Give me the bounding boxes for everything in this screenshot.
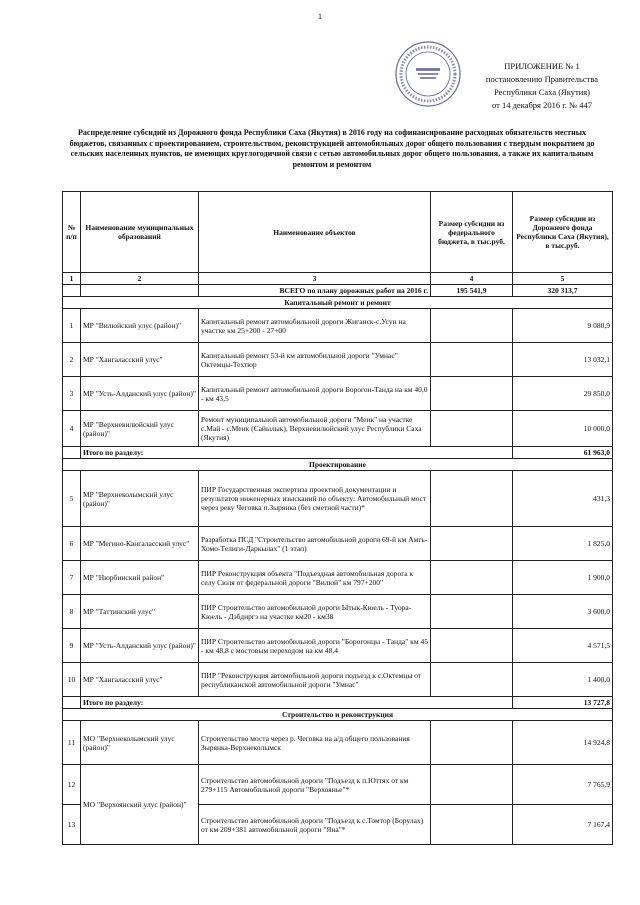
- table-row: [63, 595, 613, 629]
- row-object: ПИР Реконструкция объекта "Подъездная автомобильная дорога к селу Сюля от федеральной дороги "Вилюй" км 797+200": [199, 561, 431, 595]
- column-index: 4: [431, 273, 513, 285]
- table-row: [63, 527, 613, 561]
- column-index: 5: [513, 273, 613, 285]
- row-municipality: МО "Верхоянский улус (район)": [81, 765, 199, 845]
- row-object: Разработка ПСД "Строительство автомобильной дороги 69-й км Амгь-Хомо-Телиги-Даркылах" (1 этап): [199, 527, 431, 561]
- row-num: 5: [63, 471, 81, 527]
- row-federal: [431, 309, 513, 343]
- row-num: 3: [63, 377, 81, 411]
- row-road-fund: 7 765,9: [513, 765, 613, 805]
- column-index: 1: [63, 273, 81, 285]
- row-object: Капитальный ремонт 53-й км автомобильной дороги "Умнас" Октемцы-Техтюр: [199, 343, 431, 377]
- row-road-fund: 1 825,0: [513, 527, 613, 561]
- row-object: ПИР Строительство автомобильной дороги Ытык-Кюель - Туора-Кюель - Дэбдиргэ на участке км20 - км38: [199, 595, 431, 629]
- row-municipality: МР "Верхневилюйский улус (район)": [81, 411, 199, 447]
- document-title: Распределение субсидий из Дорожного фонда Республики Саха (Якутия) в 2016 году на софинансирование расходных обязательств местных бюджетов, связанных с проектированием, строительством, реконструкцией автомобильных дорог общего пользования с твердым покрытием до сельских населенных пунктов, не имеющих круглогодичной связи с сетью автомобильных дорог общего пользования, а также их капитальным ремонтом и ремонтом: [69, 128, 595, 169]
- subtotal-row: [63, 697, 613, 709]
- grand-total-row: [63, 285, 613, 297]
- row-federal: [431, 411, 513, 447]
- column-index: 2: [81, 273, 199, 285]
- row-num: 12: [63, 765, 81, 805]
- appendix-title: ПРИЛОЖЕНИЕ № 1: [504, 61, 580, 71]
- table-row: [63, 629, 613, 663]
- row-num: 13: [63, 805, 81, 845]
- row-object: Строительство моста через р. Чеговка на а/д общего пользования Зырянка-Верхнеколымск: [199, 721, 431, 765]
- row-object: ПИР Государственная экспертиза проектной документации и результатов инженерных изысканий по объекту: Автомобильный мост через реку Чеговка п.Зырянка (без сметной части)*: [199, 471, 431, 527]
- row-road-fund: 1 400,0: [513, 663, 613, 697]
- row-road-fund: 29 850,0: [513, 377, 613, 411]
- row-federal: [431, 377, 513, 411]
- row-object: Капитальный ремонт автомобильной дороги Жиганск-с.Усун на участке км 25+200 - 27+00: [199, 309, 431, 343]
- row-municipality: МР "Таттинский улус": [81, 595, 199, 629]
- section-title: Проектирование: [63, 459, 613, 471]
- subtotal-road-fund: 61 963,0: [513, 447, 613, 459]
- row-municipality: МР "Верхнеколымский улус (район)": [81, 471, 199, 527]
- row-federal: [431, 343, 513, 377]
- table-header-row: [63, 192, 613, 273]
- row-road-fund: 1 900,0: [513, 561, 613, 595]
- table-row: [63, 721, 613, 765]
- row-federal: [431, 595, 513, 629]
- appendix-block: [462, 60, 622, 112]
- row-federal: [431, 805, 513, 845]
- row-federal: [431, 561, 513, 595]
- row-municipality: МР "Усть-Алданский улус (район)": [81, 377, 199, 411]
- subtotal-label: Итого по разделу:: [81, 697, 513, 709]
- row-object: Ремонт муниципальной автомобильной дороги "Меик" на участке с.Май - с.Меик (Сайылык), Верхневилюйский улус Республики Саха (Якутия): [199, 411, 431, 447]
- row-municipality: МР "Мегино-Кангаласский улус": [81, 527, 199, 561]
- table-row: [63, 411, 613, 447]
- row-object: ПИР Строительство автомобильной дороги "Борогонцы - Танда" км 45 - км 48,8 с мостовым переходом на км 48,4: [199, 629, 431, 663]
- table-row: [63, 561, 613, 595]
- row-road-fund: 13 032,1: [513, 343, 613, 377]
- row-num: 6: [63, 527, 81, 561]
- row-num: 10: [63, 663, 81, 697]
- row-num: 1: [63, 309, 81, 343]
- row-federal: [431, 721, 513, 765]
- column-index: 3: [199, 273, 431, 285]
- header-object: Наименование объектов: [199, 192, 431, 273]
- row-road-fund: 4 571,5: [513, 629, 613, 663]
- row-num: 9: [63, 629, 81, 663]
- header-municipality: Наименование муниципальных образований: [81, 192, 199, 273]
- table-row: [63, 663, 613, 697]
- row-municipality: МР "Нюрбинский район": [81, 561, 199, 595]
- section-header-row: [63, 459, 613, 471]
- subtotal-label: Итого по разделу:: [81, 447, 513, 459]
- appendix-line: постановлению Правительства: [485, 74, 599, 84]
- row-federal: [431, 629, 513, 663]
- grand-total-federal: 195 541,9: [431, 285, 513, 297]
- row-road-fund: 7 167,4: [513, 805, 613, 845]
- page-number: 1: [318, 12, 322, 21]
- section-header-row: [63, 297, 613, 309]
- row-municipality: МО "Верхнеколымский улус (район)": [81, 721, 199, 765]
- row-num: 4: [63, 411, 81, 447]
- column-index-row: [63, 273, 613, 285]
- appendix-line: Республики Саха (Якутия): [493, 87, 590, 97]
- row-municipality: МР "Хангаласский улус": [81, 663, 199, 697]
- row-road-fund: 9 080,9: [513, 309, 613, 343]
- row-road-fund: 431,3: [513, 471, 613, 527]
- section-title: Строительство и реконструкция: [63, 709, 613, 721]
- row-object: Строительство автомобильной дороги "Подъезд к п.Юттях от км 279+115 Автомобильной дороги "Верхоянье"*: [199, 765, 431, 805]
- table-row: [63, 765, 613, 805]
- appendix-date: от 14 декабря 2016 г. № 447: [492, 100, 592, 110]
- row-object: Капитальный ремонт автомобильной дороги Борогон-Танда на км 40,0 - км 43,5: [199, 377, 431, 411]
- row-federal: [431, 527, 513, 561]
- subsidy-table: [62, 191, 613, 845]
- row-num: 11: [63, 721, 81, 765]
- row-municipality: МР "Усть-Алданский улус (район)": [81, 629, 199, 663]
- row-federal: [431, 765, 513, 805]
- row-num: 7: [63, 561, 81, 595]
- header-federal: Размер субсидии из федерального бюджета, в тыс.руб.: [431, 192, 513, 273]
- table-row: [63, 471, 613, 527]
- row-road-fund: 14 924,8: [513, 721, 613, 765]
- grand-total-label: ВСЕГО по плану дорожных работ на 2016 г.: [199, 285, 431, 297]
- official-seal-stamp: [394, 40, 462, 108]
- row-municipality: МР "Хангаласский улус": [81, 343, 199, 377]
- header-num: № п/п: [63, 192, 81, 273]
- row-object: ПИР "Реконструкция автомобильной дороги подъезд к с.Октемцы от республиканской автомобильной дороги "Умнас": [199, 663, 431, 697]
- table-row: [63, 377, 613, 411]
- section-header-row: [63, 709, 613, 721]
- header-road-fund: Размер субсидии из Дорожного фонда Республики Саха (Якутия), в тыс.руб.: [513, 192, 613, 273]
- subtotal-road-fund: 13 727,8: [513, 697, 613, 709]
- row-road-fund: 10 000,0: [513, 411, 613, 447]
- table-row: [63, 343, 613, 377]
- row-num: 2: [63, 343, 81, 377]
- table-row: [63, 309, 613, 343]
- row-num: 8: [63, 595, 81, 629]
- row-road-fund: 3 600,0: [513, 595, 613, 629]
- subtotal-row: [63, 447, 613, 459]
- row-federal: [431, 663, 513, 697]
- row-federal: [431, 471, 513, 527]
- row-object: Строительство автомобильной дороги "Подъезд к с.Томтор (Борулах) от км 209+381 автомобильной дороги "Яна"*: [199, 805, 431, 845]
- row-municipality: МР "Вилюйский улус (район)": [81, 309, 199, 343]
- section-title: Капитальный ремонт и ремонт: [63, 297, 613, 309]
- grand-total-road-fund: 320 313,7: [513, 285, 613, 297]
